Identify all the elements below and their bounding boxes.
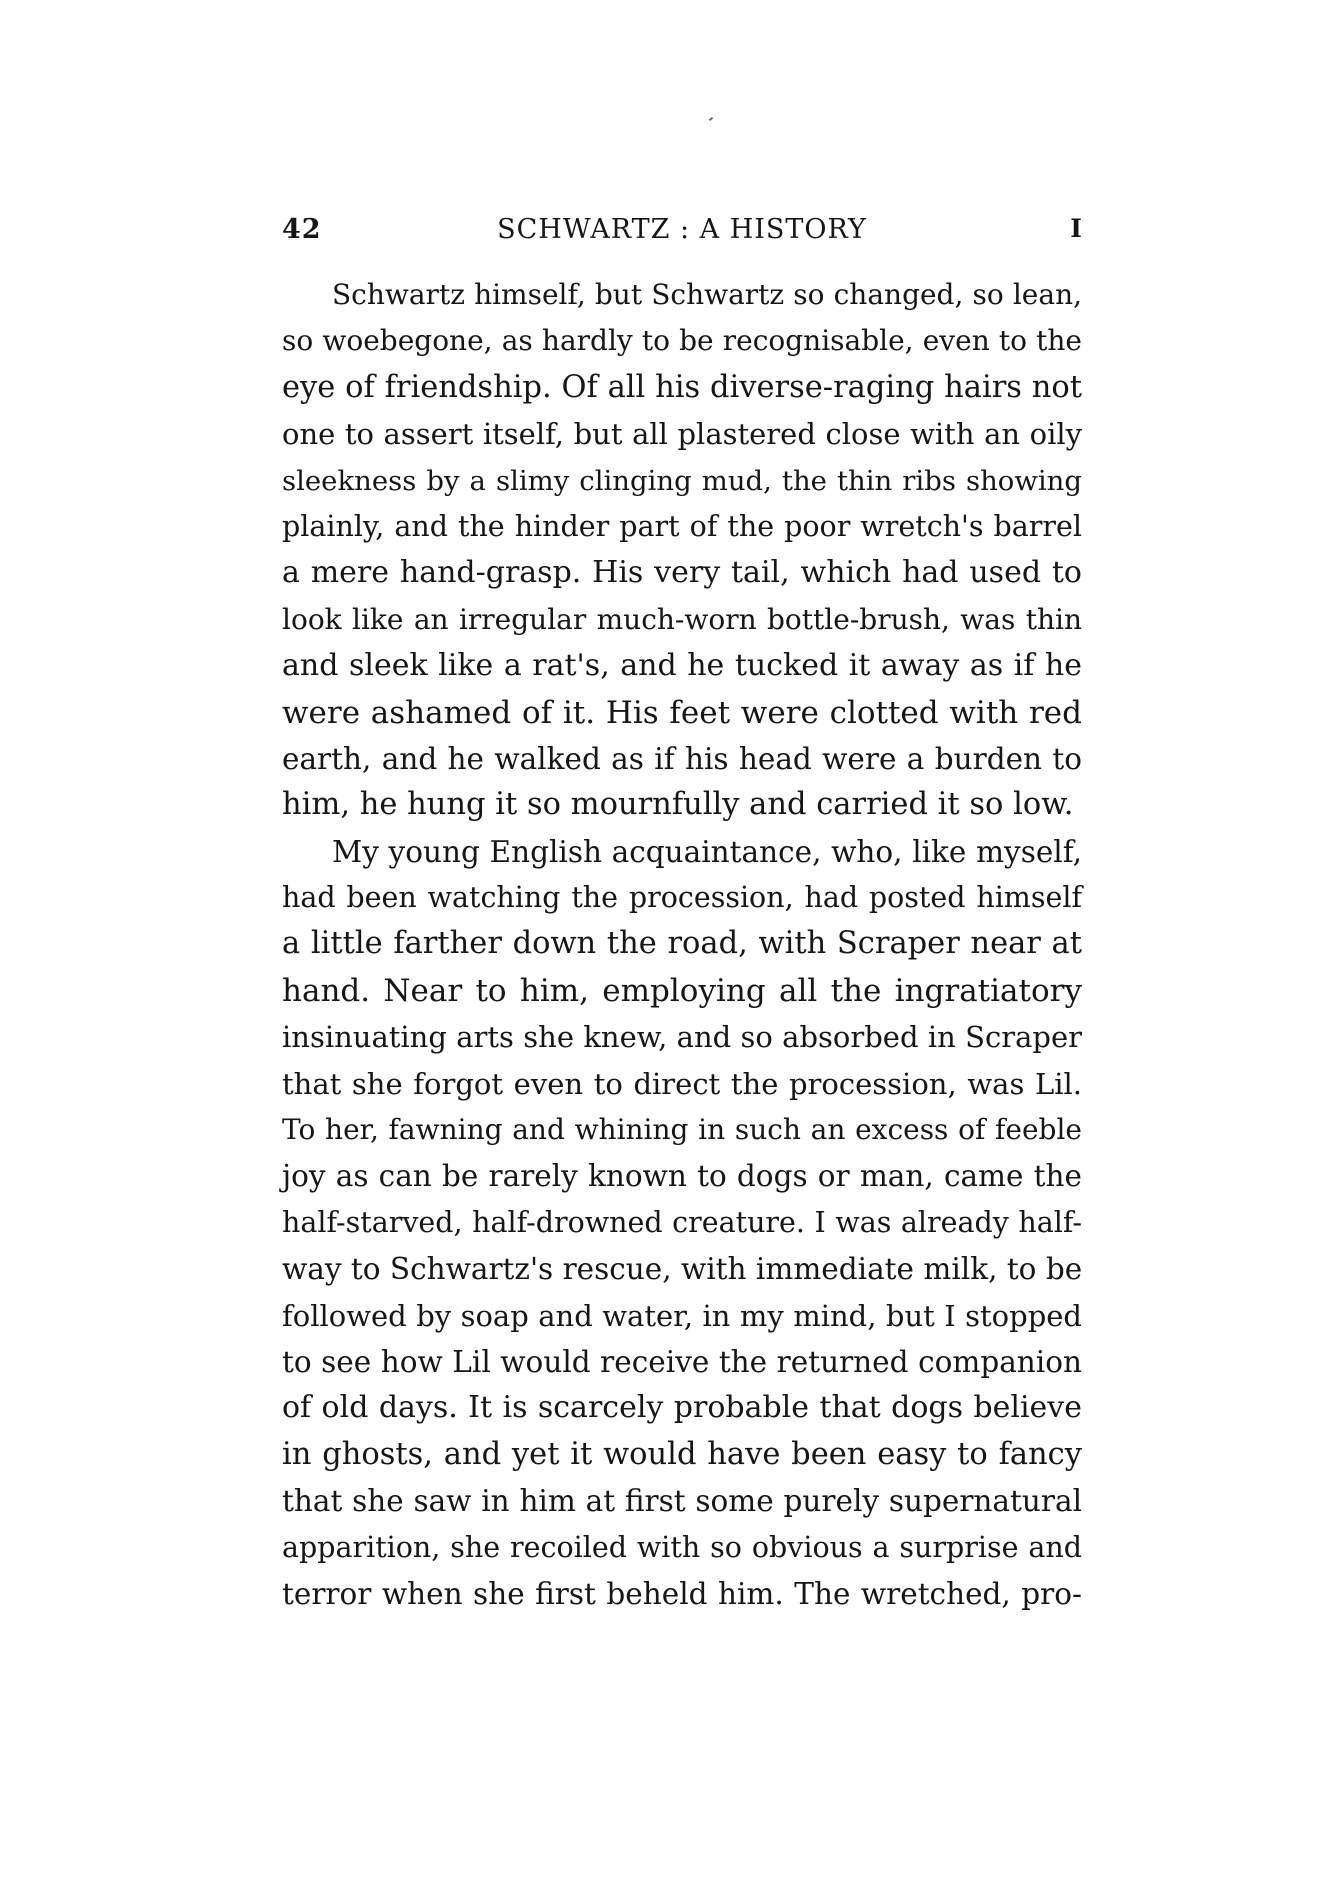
text-line: him, he hung it so mournfully and carried it so low. (282, 787, 1074, 823)
text-line: way to Schwartz's rescue, with immediate milk, to be (282, 1252, 1083, 1287)
text-line: To her, fawning and whining in such an excess of feeble (282, 1113, 1082, 1147)
text-line: in ghosts, and yet it would have been easy to fancy (282, 1436, 1082, 1472)
text-line: joy as can be rarely known to dogs or man, came the (282, 1159, 1082, 1194)
text-line: and sleek like a rat's, and he tucked it away as if he (282, 648, 1082, 684)
text-line: were ashamed of it. His feet were clotted with red (282, 694, 1082, 731)
text-line: insinuating arts she knew, and so absorbed in Scraper (282, 1020, 1082, 1055)
running-title: SCHWARTZ : A HISTORY (497, 214, 867, 245)
text-line: hand. Near to him, employing all the ingratiatory (282, 972, 1082, 1009)
text-line: followed by soap and water, in my mind, but I stopped (282, 1298, 1082, 1333)
text-line: to see how Lil would receive the returned companion (282, 1344, 1082, 1379)
running-header (282, 214, 1082, 254)
text-line: plainly, and the hinder part of the poor wretch's barrel (282, 509, 1082, 543)
page-number: 42 (282, 214, 322, 245)
text-line: that she saw in him at first some purely supernatural (282, 1484, 1082, 1519)
text-line: had been watching the procession, had posted himself (282, 881, 1082, 915)
text-line: eye of friendship. Of all his diverse-raging hairs not (282, 369, 1082, 405)
text-line: that she forgot even to direct the procession, was Lil. (282, 1066, 1082, 1101)
text-line: apparition, she recoiled with so obvious a surprise and (282, 1530, 1082, 1564)
text-line: a little farther down the road, with Scraper near at (282, 926, 1082, 962)
text-line: of old days. It is scarcely probable that dogs believe (282, 1390, 1082, 1426)
text-line: half-starved, half-drowned creature. I was already half- (282, 1205, 1082, 1239)
text-line: sleekness by a slimy clinging mud, the thin ribs showing (282, 464, 1082, 497)
signature-mark: I (1070, 214, 1082, 243)
text-line: look like an irregular much-worn bottle-brush, was thin (282, 602, 1082, 636)
ink-fleck (709, 117, 713, 121)
text-line: earth, and he walked as if his head were a burden to (282, 741, 1082, 776)
text-line: terror when she first beheld him. The wretched, pro- (282, 1576, 1082, 1611)
text-line: a mere hand-grasp. His very tail, which had used to (282, 555, 1082, 591)
text-line: one to assert itself, but all plastered close with an oily (282, 417, 1082, 452)
text-line: so woebegone, as hardly to be recognisable, even to the (282, 324, 1082, 358)
text-line: Schwartz himself, but Schwartz so changed, so lean, (332, 278, 1082, 311)
text-line: My young English acquaintance, who, like myself, (332, 834, 1082, 869)
body-text (282, 272, 1082, 1617)
